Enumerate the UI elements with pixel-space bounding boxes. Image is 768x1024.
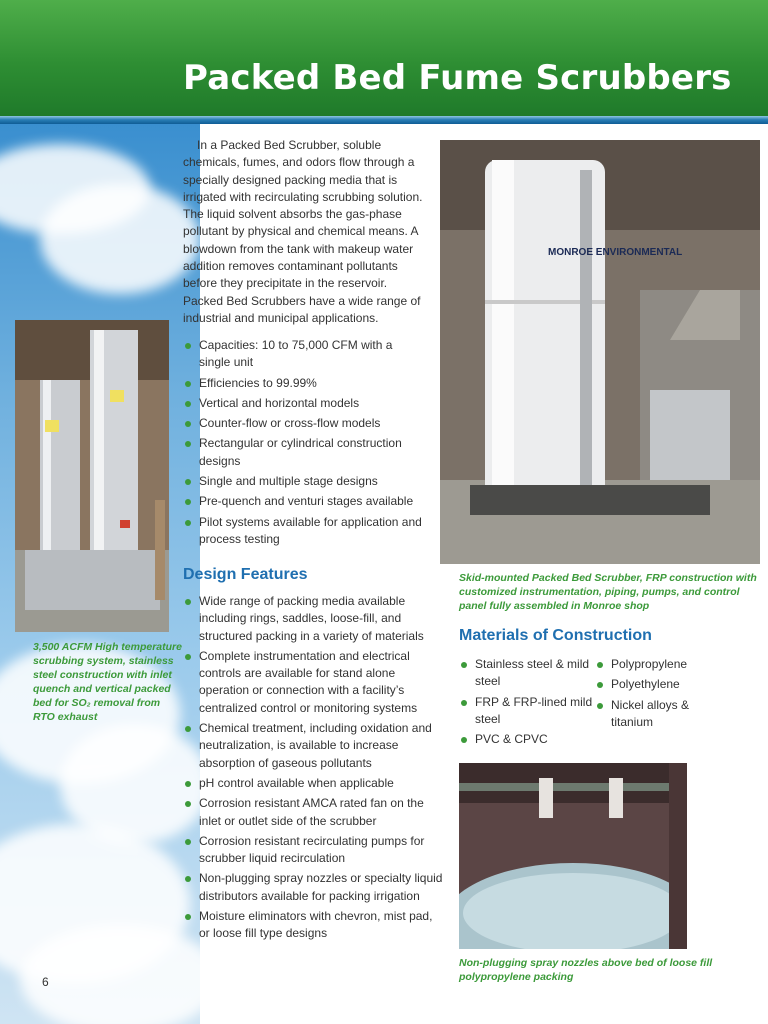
scrubber-photo-right xyxy=(440,140,760,564)
packing-photo xyxy=(459,763,687,949)
list-item: Rectangular or cylindrical construction designs xyxy=(183,435,423,470)
list-item: Nickel alloys & titanium xyxy=(595,697,715,732)
list-item: Counter-flow or cross-flow models xyxy=(183,415,423,432)
design-features-list xyxy=(183,593,445,946)
page-title: Packed Bed Fume Scrubbers xyxy=(183,58,732,98)
list-item: Stainless steel & mild steel xyxy=(459,656,594,691)
list-item: pH control available when applicable xyxy=(183,775,445,792)
list-item: Corrosion resistant AMCA rated fan on the inlet or outlet side of the scrubber xyxy=(183,795,445,830)
page-number: 6 xyxy=(42,975,49,989)
header-rule xyxy=(0,116,768,124)
materials-heading: Materials of Construction xyxy=(459,627,652,644)
list-item: Capacities: 10 to 75,000 CFM with a single unit xyxy=(183,337,423,372)
scrubber-photo-left xyxy=(15,320,169,632)
list-item: Vertical and horizontal models xyxy=(183,395,423,412)
list-item: Efficiencies to 99.99% xyxy=(183,375,423,392)
monroe-logo-text: MONROE ENVIRONMENTAL xyxy=(548,247,683,258)
design-features-heading: Design Features xyxy=(183,566,308,583)
materials-list-col2 xyxy=(595,656,715,734)
caption-bottom: Non-plugging spray nozzles above bed of loose fill polypropylene packing xyxy=(459,957,713,983)
list-item: PVC & CPVC xyxy=(459,731,594,748)
caption-right: Skid-mounted Packed Bed Scrubber, FRP construction with customized instrumentation, piping, pumps, and control panel fully assembled in Monroe shop xyxy=(459,572,757,612)
list-item: Pre-quench and venturi stages available xyxy=(183,493,423,510)
caption-left: 3,500 ACFM High temperature scrubbing system, stainless steel construction with inlet quench and vertical packed bed for SO₂ removal from RTO exhaust xyxy=(33,641,182,723)
intro-paragraph: In a Packed Bed Scrubber, soluble chemicals, fumes, and odors flow through a specially designed packing media that is irrigated with recirculating scrubbing solution. The liquid solvent absorbs the gas-phase pollutant by physical and chemical means. A blowdown from the tank with makeup water addition removes contaminant pollutants before they precipitate in the reservoir. Packed Bed Scrubbers have a wide range of industrial and municipal applications. xyxy=(183,138,423,325)
list-item: Chemical treatment, including oxidation and neutralization, is available to increase absorption of gaseous pollutants xyxy=(183,720,445,772)
list-item: FRP & FRP-lined mild steel xyxy=(459,694,594,729)
list-item: Complete instrumentation and electrical controls are available for stand alone operation or connection with a facility’s centralized control or monitoring systems xyxy=(183,648,445,717)
list-item: Non-plugging spray nozzles or specialty liquid distributors available for packing irrigation xyxy=(183,870,445,905)
header-banner xyxy=(0,0,768,116)
list-item: Pilot systems available for application and process testing xyxy=(183,514,423,549)
list-item: Corrosion resistant recirculating pumps for scrubber liquid recirculation xyxy=(183,833,445,868)
list-item: Polyethylene xyxy=(595,676,715,693)
list-item: Moisture eliminators with chevron, mist pad, or loose fill type designs xyxy=(183,908,445,943)
list-item: Polypropylene xyxy=(595,656,715,673)
spec-list xyxy=(183,337,423,551)
list-item: Wide range of packing media available including rings, saddles, loose-fill, and structured packing in a variety of materials xyxy=(183,593,445,645)
list-item: Single and multiple stage designs xyxy=(183,473,423,490)
materials-list-col1 xyxy=(459,656,594,751)
